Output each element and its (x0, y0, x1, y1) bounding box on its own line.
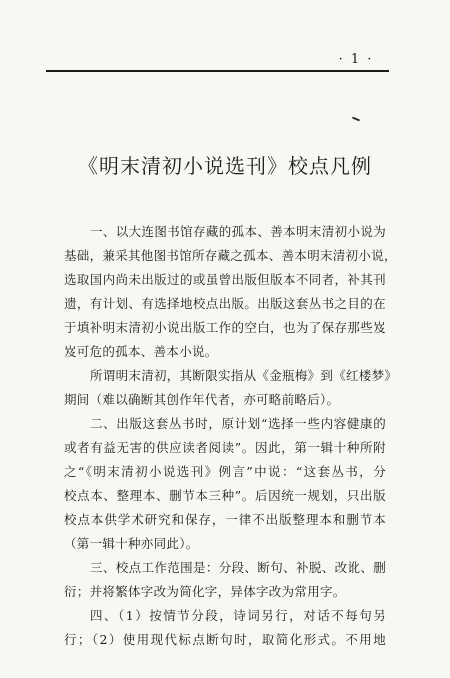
body-line: 基础，兼采其他图书馆所存藏之孤本、善本明末清初小说， (64, 248, 397, 263)
body-line: 或者有益无害的供应读者阅读”。因此，第一辑十种所附 (64, 440, 386, 455)
body-line: 三、校点工作范围是：分段、断句、补脱、改讹、删 (90, 560, 386, 575)
header-rule (46, 70, 389, 72)
body-line: 四、（1）按情节分段，诗词另行，对话不每句另 (90, 608, 386, 623)
body-line: 选取国内尚未出版过的或虽曾出版但版本不同者，补其刊 (64, 272, 386, 287)
body-line: （第一辑十种亦同此）。 (64, 536, 199, 551)
page-number: · 1 · (338, 52, 374, 67)
body-line: 校点本、整理本、删节本三种”。后因统一规划，只出版 (64, 488, 386, 503)
page-title: 《明末清初小说选刊》校点凡例 (78, 154, 372, 178)
body-line: 之“《明末清初小说选刊》例言”中说：“这套丛书，分 (64, 464, 386, 479)
body-line: 一、以大连图书馆存藏的孤本、善本明末清初小说为 (90, 224, 386, 239)
body-line: 所谓明末清初，其断限实指从《金瓶梅》到《红楼梦》 (90, 368, 398, 383)
body-line: 行；（2）使用现代标点断句时，取简化形式。不用地 (64, 632, 386, 647)
body-line: 校点本供学术研究和保存，一律不出版整理本和删节本 (64, 512, 386, 527)
ink-speck (352, 117, 360, 122)
body-line: 遗，有计划、有选择地校点出版。出版这套丛书之目的在 (64, 296, 386, 311)
body-line: 期间（难以确断其创作年代者，亦可略前略后）。 (64, 392, 340, 407)
body-line: 二、出版这套丛书时，原计划“选择一些内容健康的 (90, 416, 386, 431)
body-line: 于填补明末清初小说出版工作的空白，也为了保存那些岌 (64, 320, 386, 335)
body-line: 衍；并将繁体字改为简化字，异体字改为常用字。 (64, 584, 346, 599)
body-line: 岌可危的孤本、善本小说。 (64, 344, 218, 359)
